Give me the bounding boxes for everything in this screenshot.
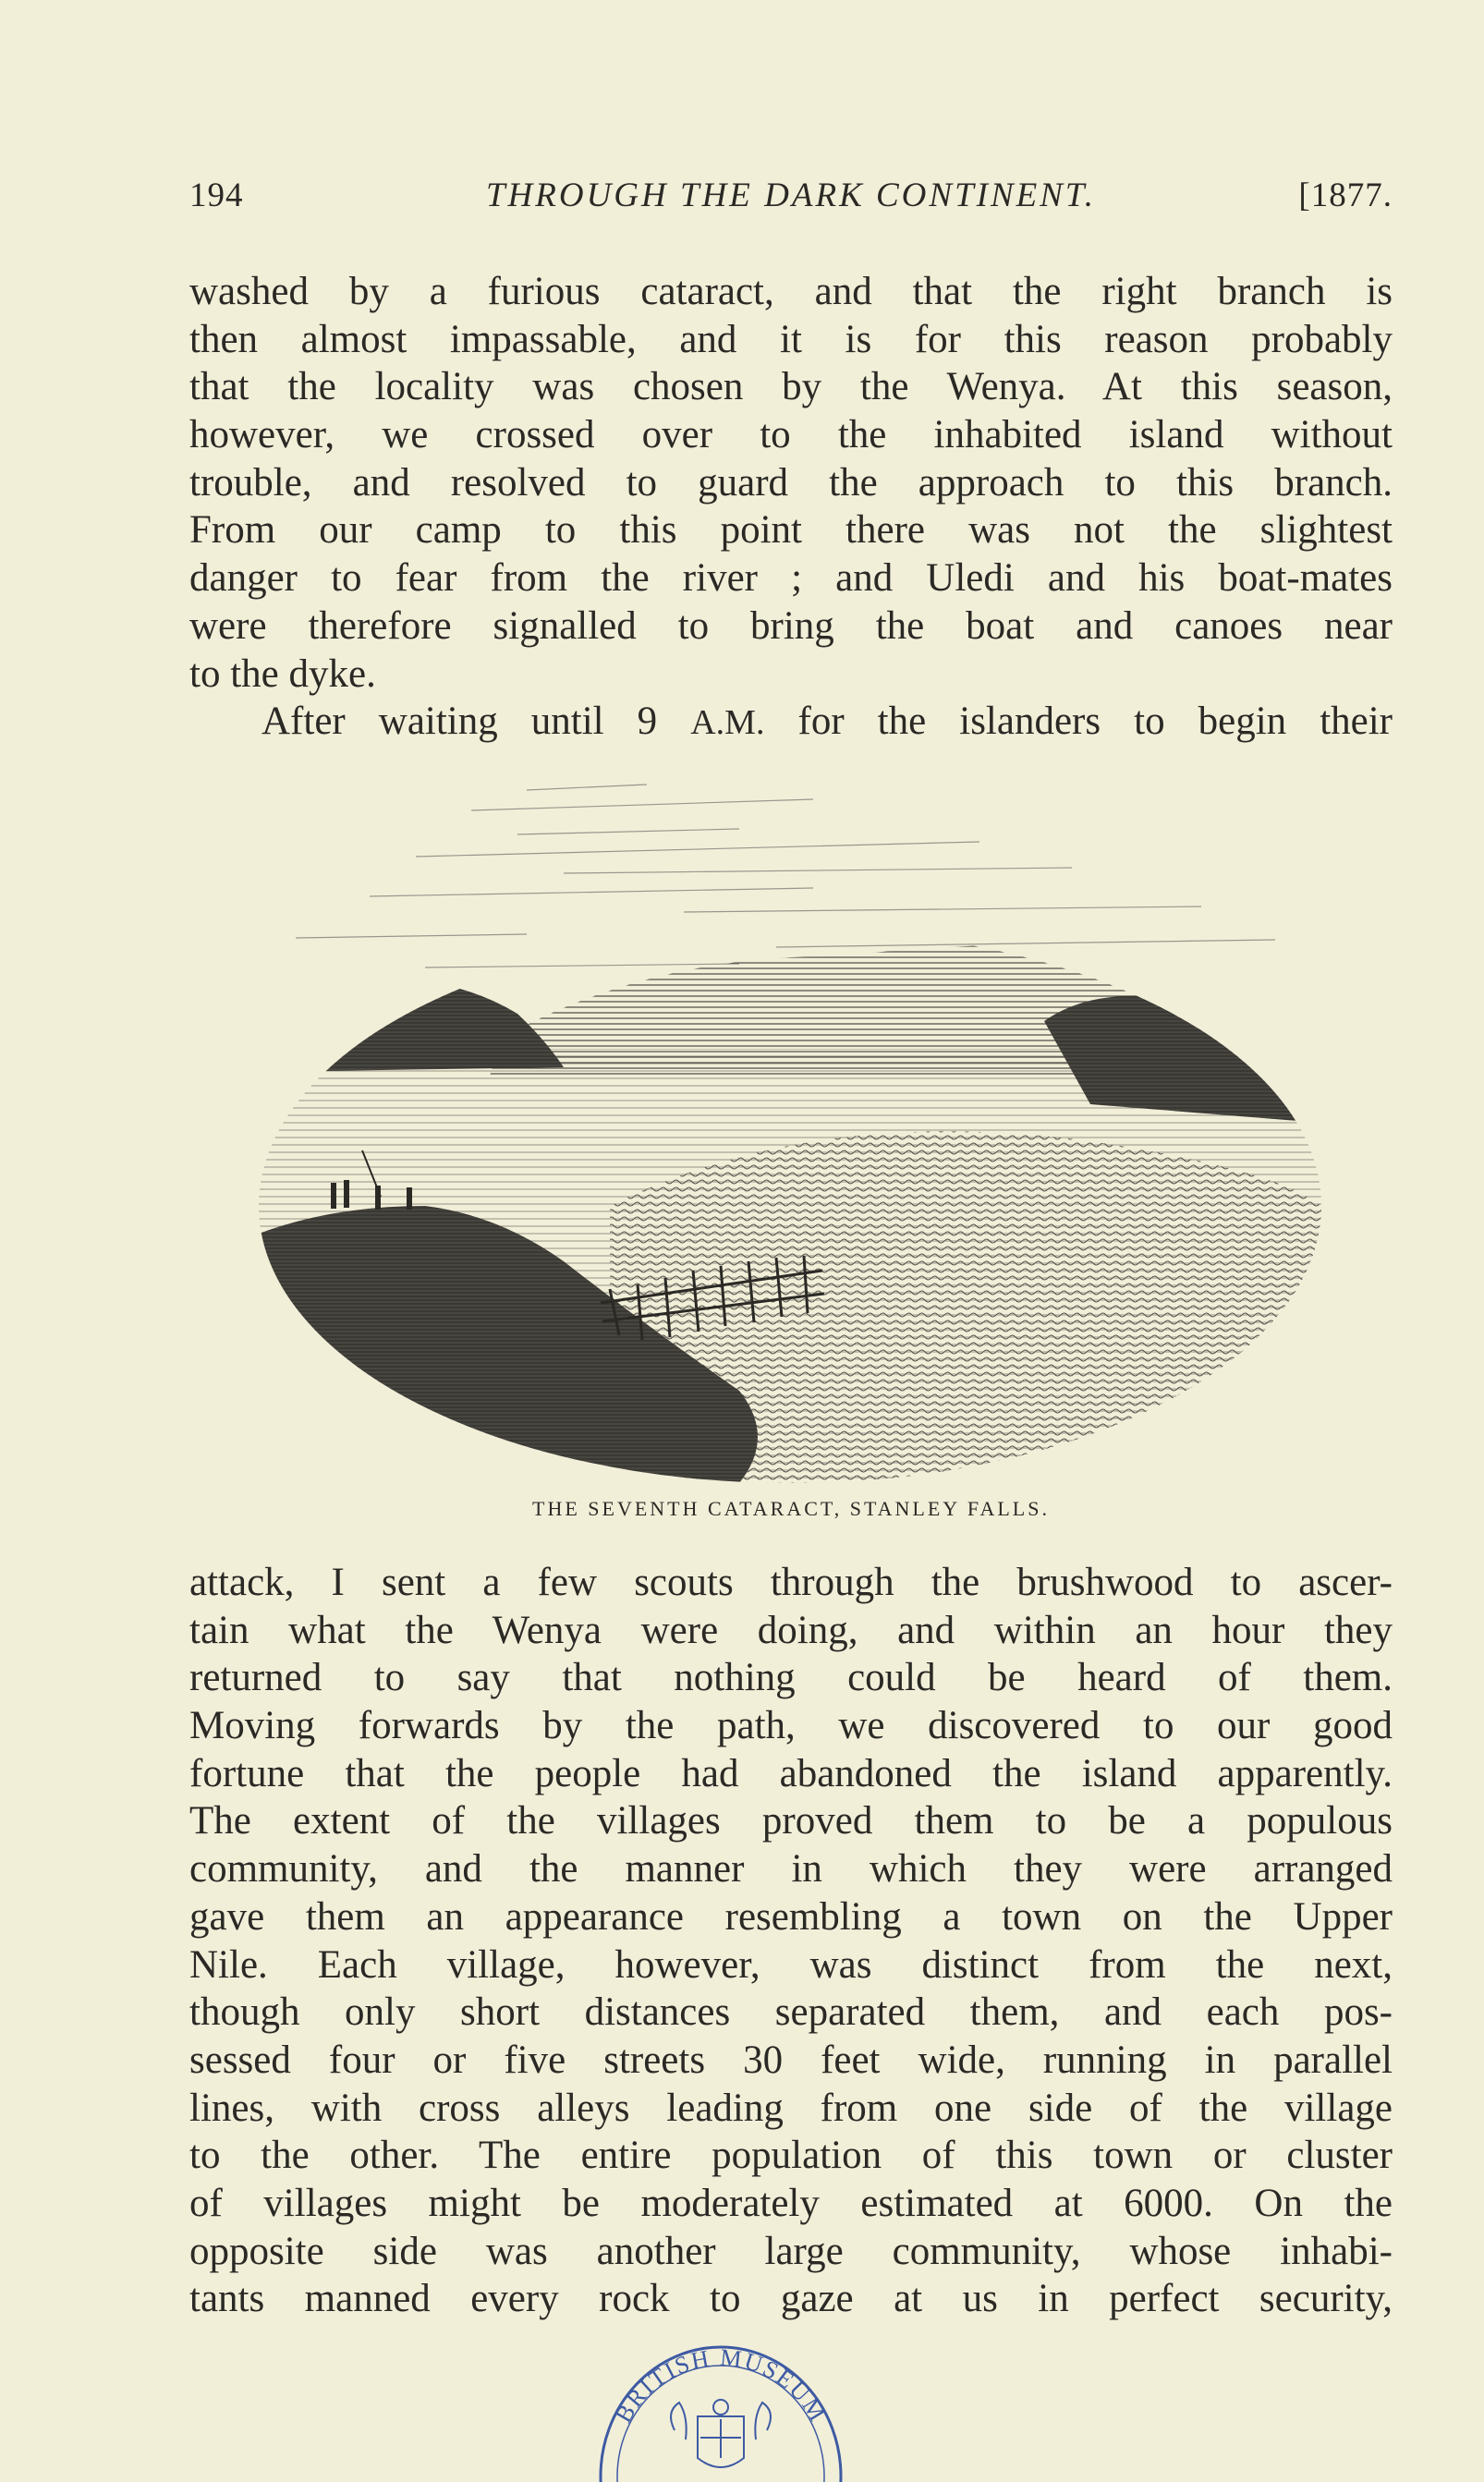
text-line: trouble, and resolved to guard the approach to this branch. — [189, 460, 1393, 505]
text-line: that the locality was chosen by the Wenya. At this season, — [189, 365, 1393, 409]
page-number: 194 — [189, 176, 244, 214]
text-line: to the dyke. — [189, 651, 376, 696]
stamp-text: BRITISH MUSEUM — [609, 2343, 833, 2427]
library-stamp — [582, 2329, 859, 2482]
text-line: to the other. The entire population of this town or cluster — [189, 2134, 1393, 2178]
text-line: Moving forwards by the path, we discovered to our good — [189, 1704, 1393, 1748]
text-line: attack, I sent a few scouts through the brushwood to ascer- — [189, 1561, 1393, 1604]
text-line: gave them an appearance resembling a town on the Upper — [189, 1894, 1393, 1939]
text-block-top — [189, 268, 1393, 746]
text-line: From our camp to this point there was not the slightest — [189, 508, 1393, 553]
text-line: washed by a furious cataract, and that the right branch is — [189, 270, 1393, 313]
text-line: however, we crossed over to the inhabited island without — [189, 413, 1393, 457]
text-line: though only short distances separated them, and each pos- — [189, 1990, 1393, 2035]
text-line: were therefore signalled to bring the boat and canoes near — [189, 603, 1393, 648]
text-line: The extent of the villages proved them to be a populous — [189, 1799, 1393, 1843]
text-line: fortune that the people had abandoned the island apparently. — [189, 1751, 1393, 1795]
paragraph-start-line — [189, 698, 1393, 746]
text-line: then almost impassable, and it is for this reason probably — [189, 317, 1393, 361]
text-line: sessed four or five streets 30 feet wide, running in parallel — [189, 2038, 1393, 2082]
text-line: community, and the manner in which they were arranged — [189, 1847, 1393, 1892]
text-line: lines, with cross alleys leading from one side of the village — [189, 2086, 1393, 2130]
text-block-bottom — [189, 1559, 1393, 2323]
text-line: of villages might be moderately estimated at 6000. On the — [189, 2181, 1393, 2225]
figure-caption: THE SEVENTH CATARACT, STANLEY FALLS. — [532, 1497, 1050, 1520]
running-title: THROUGH THE DARK CONTINENT. — [485, 176, 1097, 214]
text-fragment: for the islanders to begin their — [764, 700, 1393, 744]
text-line: danger to fear from the river ; and Uledi and his boat-mates — [189, 556, 1393, 601]
text-line: returned to say that nothing could be heard of them. — [189, 1656, 1393, 1700]
sky-streaks — [296, 785, 1275, 967]
wooded-island — [259, 979, 564, 1072]
running-header — [189, 176, 1393, 227]
running-year: [1877. — [1298, 176, 1393, 214]
text-fragment: After waiting until 9 — [262, 700, 691, 744]
text-line: Nile. Each village, however, was distinct from the next, — [189, 1942, 1393, 1987]
time-abbrev: A.M. — [690, 703, 765, 743]
text-line: tants manned every rock to gaze at us in perfect security, — [189, 2277, 1393, 2321]
text-line: tain what the Wenya were doing, and within an hour they — [189, 1608, 1393, 1652]
royal-arms-emblem — [671, 2400, 771, 2467]
text-line: opposite side was another large community, whose inhabi- — [189, 2229, 1393, 2273]
cataract-engraving — [259, 772, 1321, 1483]
